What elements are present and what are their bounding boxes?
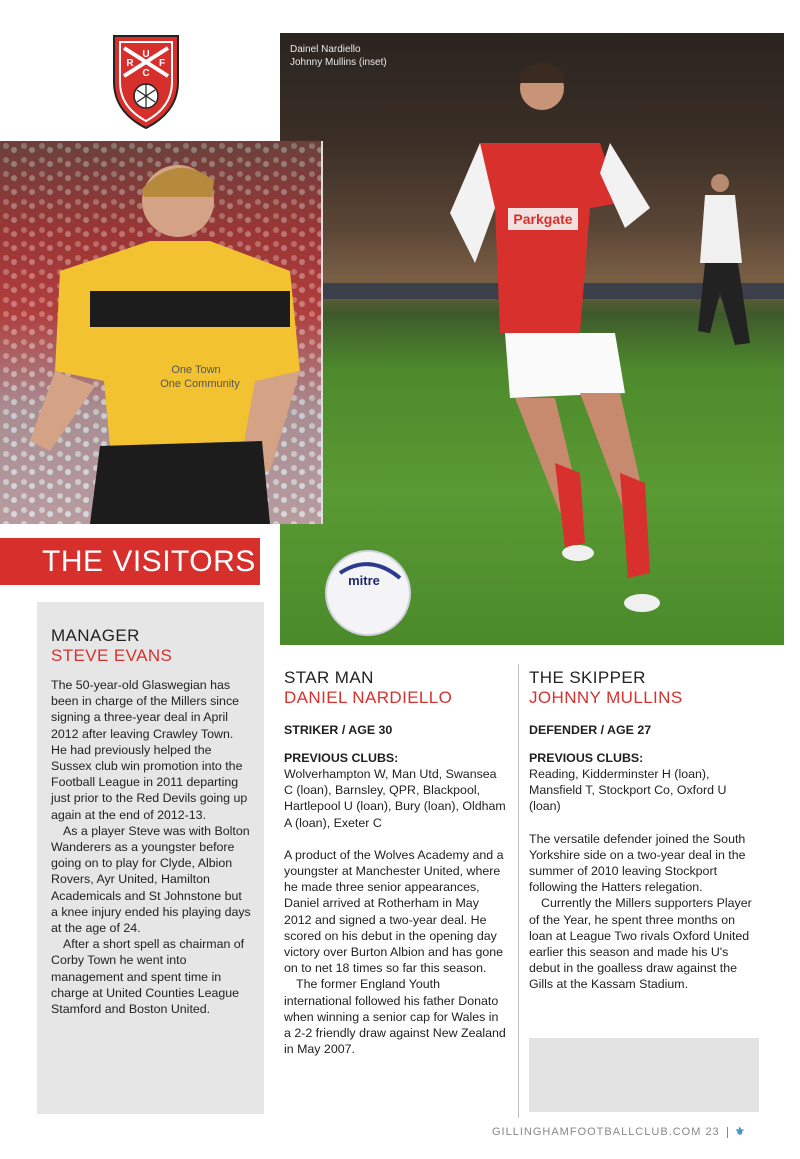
skipper-previous-clubs-heading: PREVIOUS CLUBS: xyxy=(529,751,644,765)
manager-section xyxy=(51,626,251,1017)
svg-text:F: F xyxy=(158,58,166,69)
svg-text:One Town: One Town xyxy=(171,364,221,376)
manager-paragraph: The 50-year-old Glaswegian has been in charge of the Millers since signing a three-year deal in April 2012 after leaving Crawley Town. He had previously helped the Sussex club win promotion into the Football League in 2011 departing just prior to the Red Devils going up again at the end of 2012-13. xyxy=(51,678,248,822)
skipper-section xyxy=(529,668,761,993)
skipper-bio xyxy=(529,831,761,993)
club-mini-logo-icon: ⚜ xyxy=(734,1126,746,1138)
page-footer xyxy=(492,1125,746,1138)
svg-text:mitre: mitre xyxy=(348,573,380,588)
manager-name: STEVE EVANS xyxy=(51,646,173,665)
star-man-previous-clubs: Wolverhampton W, Man Utd, Swansea C (loan), Barnsley, QPR, Blackpool, Hartlepool U (loan), Bury (loan), Oldham A (loan), Exeter C xyxy=(284,767,506,830)
svg-text:Parkgate: Parkgate xyxy=(513,211,573,227)
rotherham-crest-logo xyxy=(106,30,186,130)
skipper-paragraph: Currently the Millers supporters Player of the Year, he spent three months on loan at League Two rivals Oxford United earlier this season and made his U's debut in the goalless draw against the Gills at the Kassam Stadium. xyxy=(529,896,752,992)
footer-separator xyxy=(727,1127,728,1138)
manager-paragraph: After a short spell as chairman of Corby Town he went into management and spent time in charge at United Counties League Stamford and Boston United. xyxy=(51,937,245,1017)
star-man-bio xyxy=(284,847,506,1058)
star-man-role: STRIKER / AGE 30 xyxy=(284,723,393,737)
star-man-heading: STAR MAN xyxy=(284,668,374,687)
empty-grey-panel xyxy=(529,1038,759,1112)
main-player-photo xyxy=(280,33,784,645)
skipper-heading: THE SKIPPER xyxy=(529,668,646,687)
column-divider xyxy=(518,664,519,1118)
caption-line-1: Dainel Nardiello xyxy=(290,44,361,55)
star-man-section xyxy=(284,668,506,1057)
svg-text:C: C xyxy=(142,68,150,79)
caption-line-2: Johnny Mullins (inset) xyxy=(290,57,387,68)
inset-player-photo xyxy=(0,141,323,524)
star-man-name: DANIEL NARDIELLO xyxy=(284,688,453,707)
footer-page-number: 23 xyxy=(705,1126,720,1138)
star-man-paragraph: The former England Youth international followed his father Donato when winning a senior cap for Wales in a 2-2 friendly draw against New Zealand in May 2007. xyxy=(284,977,506,1057)
manager-heading: MANAGER xyxy=(51,626,140,645)
manager-paragraph: As a player Steve was with Bolton Wanderers as a youngster before going on to play for Clyde, Albion Rovers, Ayr United, Hamilton Academicals and St Johnstone but a knee injury ended his playing days at the age of 24. xyxy=(51,823,251,936)
footer-website: GILLINGHAMFOOTBALLCLUB.COM xyxy=(492,1126,702,1138)
skipper-paragraph: The versatile defender joined the South Yorkshire side on a two-year deal in the summer of 2010 leaving Stockport following the Hatters relegation. xyxy=(529,831,746,895)
svg-text:U: U xyxy=(142,49,150,60)
skipper-name: JOHNNY MULLINS xyxy=(529,688,683,707)
manager-bio xyxy=(51,677,251,1017)
star-man-paragraph: A product of the Wolves Academy and a youngster at Manchester United, where he made three senior appearances, Daniel arrived at Rotherham in May 2012 and signed a two-year deal. He scored on his debut in the opening day victory over Burton Albion and has gone on to net 18 times so far this season. xyxy=(284,847,504,976)
photo-caption xyxy=(290,43,387,69)
star-man-previous-clubs-heading: PREVIOUS CLUBS: xyxy=(284,751,399,765)
svg-text:R: R xyxy=(126,58,134,69)
skipper-role: DEFENDER / AGE 27 xyxy=(529,723,652,737)
skipper-previous-clubs: Reading, Kidderminster H (loan), Mansfield T, Stockport Co, Oxford U (loan) xyxy=(529,767,727,814)
section-banner-title: THE VISITORS xyxy=(0,538,260,585)
svg-text:One Community: One Community xyxy=(160,378,240,390)
